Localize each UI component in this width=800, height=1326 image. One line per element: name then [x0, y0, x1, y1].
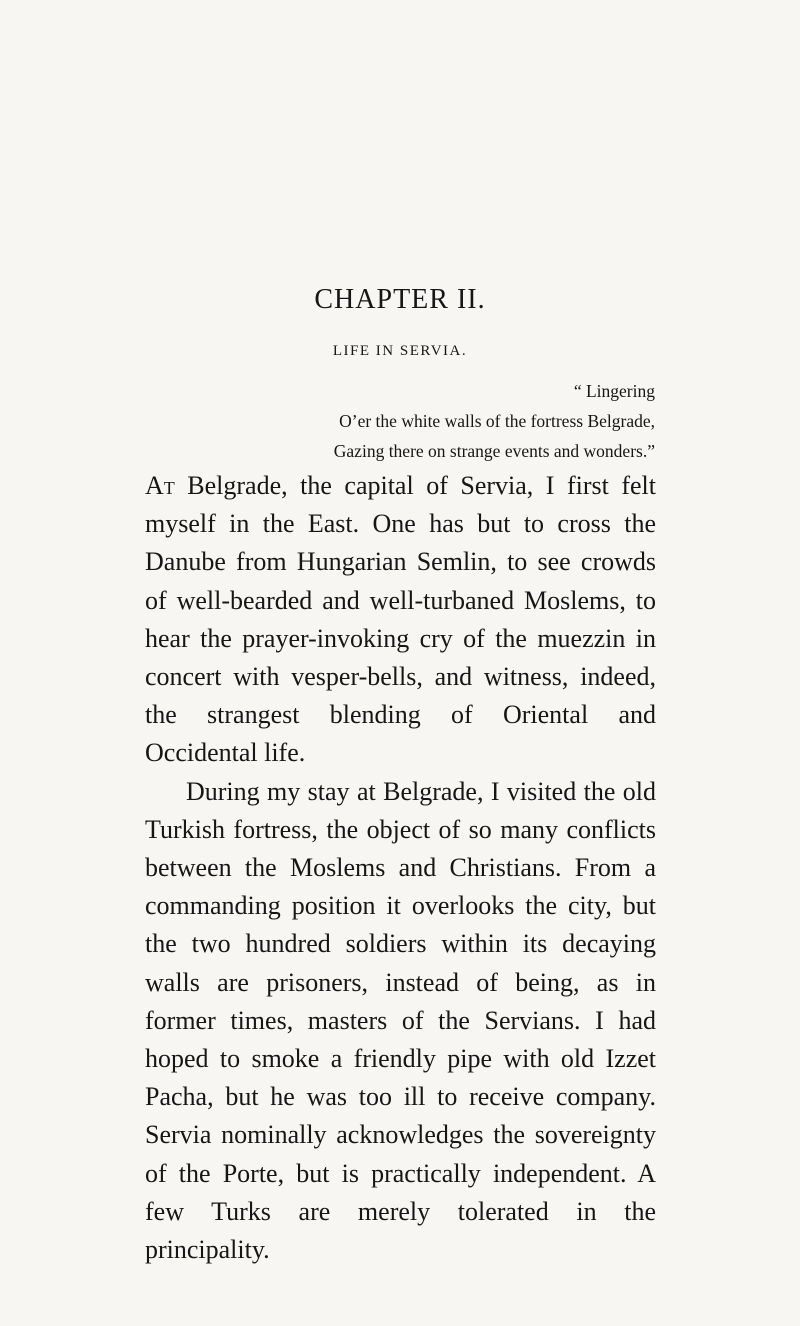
chapter-title: CHAPTER II.: [314, 284, 486, 315]
paragraph-1-opening-word: At: [145, 471, 175, 500]
chapter-subtitle: LIFE IN SERVIA.: [332, 343, 468, 359]
epigraph-line: O’er the white walls of the fortress Belgrade,: [339, 411, 655, 431]
epigraph: [334, 376, 655, 466]
paragraph-1-text: Belgrade, the capital of Servia, I first felt myself in the East. One has but to cross the Danube from Hungarian Semlin, to see crowds of well-bearded and well-turbaned Moslems, to hear the prayer-invoking cry of the muezzin in concert with vesper-bells, and witness, indeed, the strangest blending of Oriental and Occidental life.: [145, 471, 656, 768]
epigraph-line: Gazing there on strange events and wonders.”: [333, 441, 655, 461]
epigraph-line: “ Lingering: [573, 381, 655, 401]
paragraph-2: During my stay at Belgrade, I visited the old Turkish fortress, the object of so many conflicts between the Moslems and Christians. From a commanding position it overlooks the city, but the two hundred soldiers within its decaying walls are prisoners, instead of being, as in former times, masters of the Servians. I had hoped to smoke a friendly pipe with old Izzet Pacha, but he was too ill to receive company. Servia nominally acknowledges the sovereignty of the Porte, but is practically independent. A few Turks are merely tolerated in the principality.: [145, 776, 656, 1265]
body-text: [145, 467, 656, 1269]
paragraph-1: [145, 467, 656, 773]
